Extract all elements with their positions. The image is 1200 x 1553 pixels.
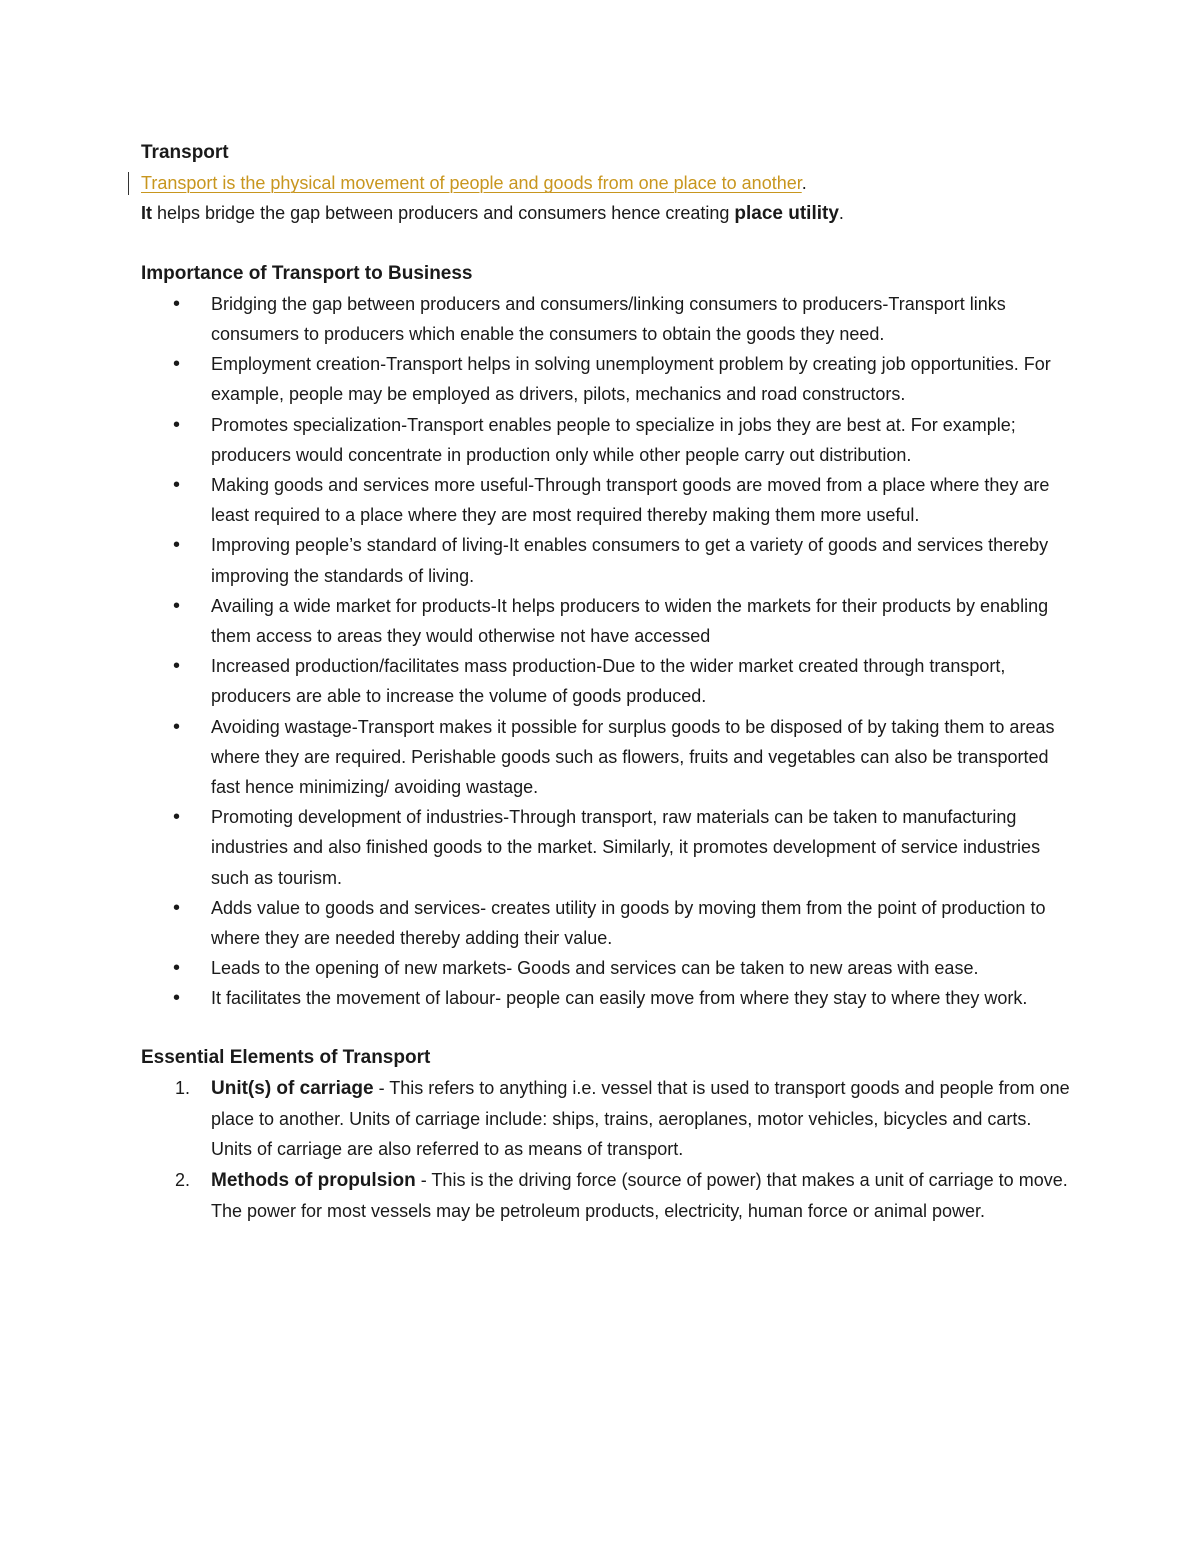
list-item: • It facilitates the movement of labour- people can easily move from where they stay to where they work.	[141, 983, 1071, 1013]
intro-lead: It	[141, 203, 152, 224]
definition-period: .	[801, 173, 807, 194]
item-number: 1.	[175, 1077, 191, 1098]
definition-paragraph	[141, 168, 1071, 198]
list-item: • Increased production/facilitates mass production-Due to the wider market created through transport, producers are able to increase the volume of goods produced.	[141, 651, 1071, 711]
intro-period: .	[838, 203, 844, 224]
list-item: • Leads to the opening of new markets- Goods and services can be taken to new areas with ease.	[141, 953, 1071, 983]
document-page	[141, 138, 1071, 1226]
list-item: • Employment creation-Transport helps in solving unemployment problem by creating job opportunities. For example, people may be employed as drivers, pilots, mechanics and road constructors.	[141, 349, 1071, 409]
list-item: • Making goods and services more useful-Through transport goods are moved from a place where they are least required to a place where they are most required thereby making them more useful.	[141, 470, 1071, 530]
definition-link[interactable]: Transport is the physical movement of people and goods from one place to another	[141, 173, 802, 194]
intro-term: place utility	[734, 203, 839, 225]
list-item: • Bridging the gap between producers and consumers/linking consumers to producers-Transport links consumers to producers which enable the consumers to obtain the goods they need.	[141, 289, 1071, 349]
page-title: Transport	[141, 142, 229, 163]
item-term: Methods of propulsion	[211, 1169, 416, 1191]
elements-heading: Essential Elements of Transport	[141, 1046, 431, 1068]
importance-list	[141, 289, 1071, 1014]
elements-list	[141, 1073, 1071, 1226]
importance-heading: Importance of Transport to Business	[141, 262, 473, 284]
numbered-item	[141, 1073, 1071, 1165]
item-number: 2.	[175, 1169, 191, 1190]
list-item: • Adds value to goods and services- creates utility in goods by moving them from the point of production to where they are needed thereby adding their value.	[141, 893, 1071, 953]
text-cursor	[128, 172, 129, 195]
list-item: • Availing a wide market for products-It helps producers to widen the markets for their products by enabling them access to areas they would otherwise not have accessed	[141, 591, 1071, 651]
list-item: • Promotes specialization-Transport enables people to specialize in jobs they are best at. For example; producers would concentrate in production only while other people carry out distribution.	[141, 410, 1071, 470]
list-item: • Promoting development of industries-Through transport, raw materials can be taken to manufacturing industries and also finished goods to the market. Similarly, it promotes development of service industries such as tourism.	[141, 802, 1071, 893]
numbered-item	[141, 1165, 1071, 1226]
item-term: Unit(s) of carriage	[211, 1077, 374, 1099]
intro-text: helps bridge the gap between producers and consumers hence creating	[152, 203, 735, 224]
item-text: - This refers to anything i.e. vessel that is used to transport goods and people from one place to another. Units of carriage include: ships, trains, aeroplanes, motor vehicles, bicycles and carts. Units of carriage are also referred to as means of transport.	[211, 1077, 1070, 1160]
list-item: • Improving people’s standard of living-It enables consumers to get a variety of goods and services thereby improving the standards of living.	[141, 530, 1071, 590]
intro-paragraph	[141, 198, 1071, 229]
list-item: • Avoiding wastage-Transport makes it possible for surplus goods to be disposed of by taking them to areas where they are required. Perishable goods such as flowers, fruits and vegetables can also be transported fast hence minimizing/ avoiding wastage.	[141, 712, 1071, 803]
item-text: - This is the driving force (source of power) that makes a unit of carriage to move. The power for most vessels may be petroleum products, electricity, human force or animal power.	[211, 1169, 1068, 1221]
